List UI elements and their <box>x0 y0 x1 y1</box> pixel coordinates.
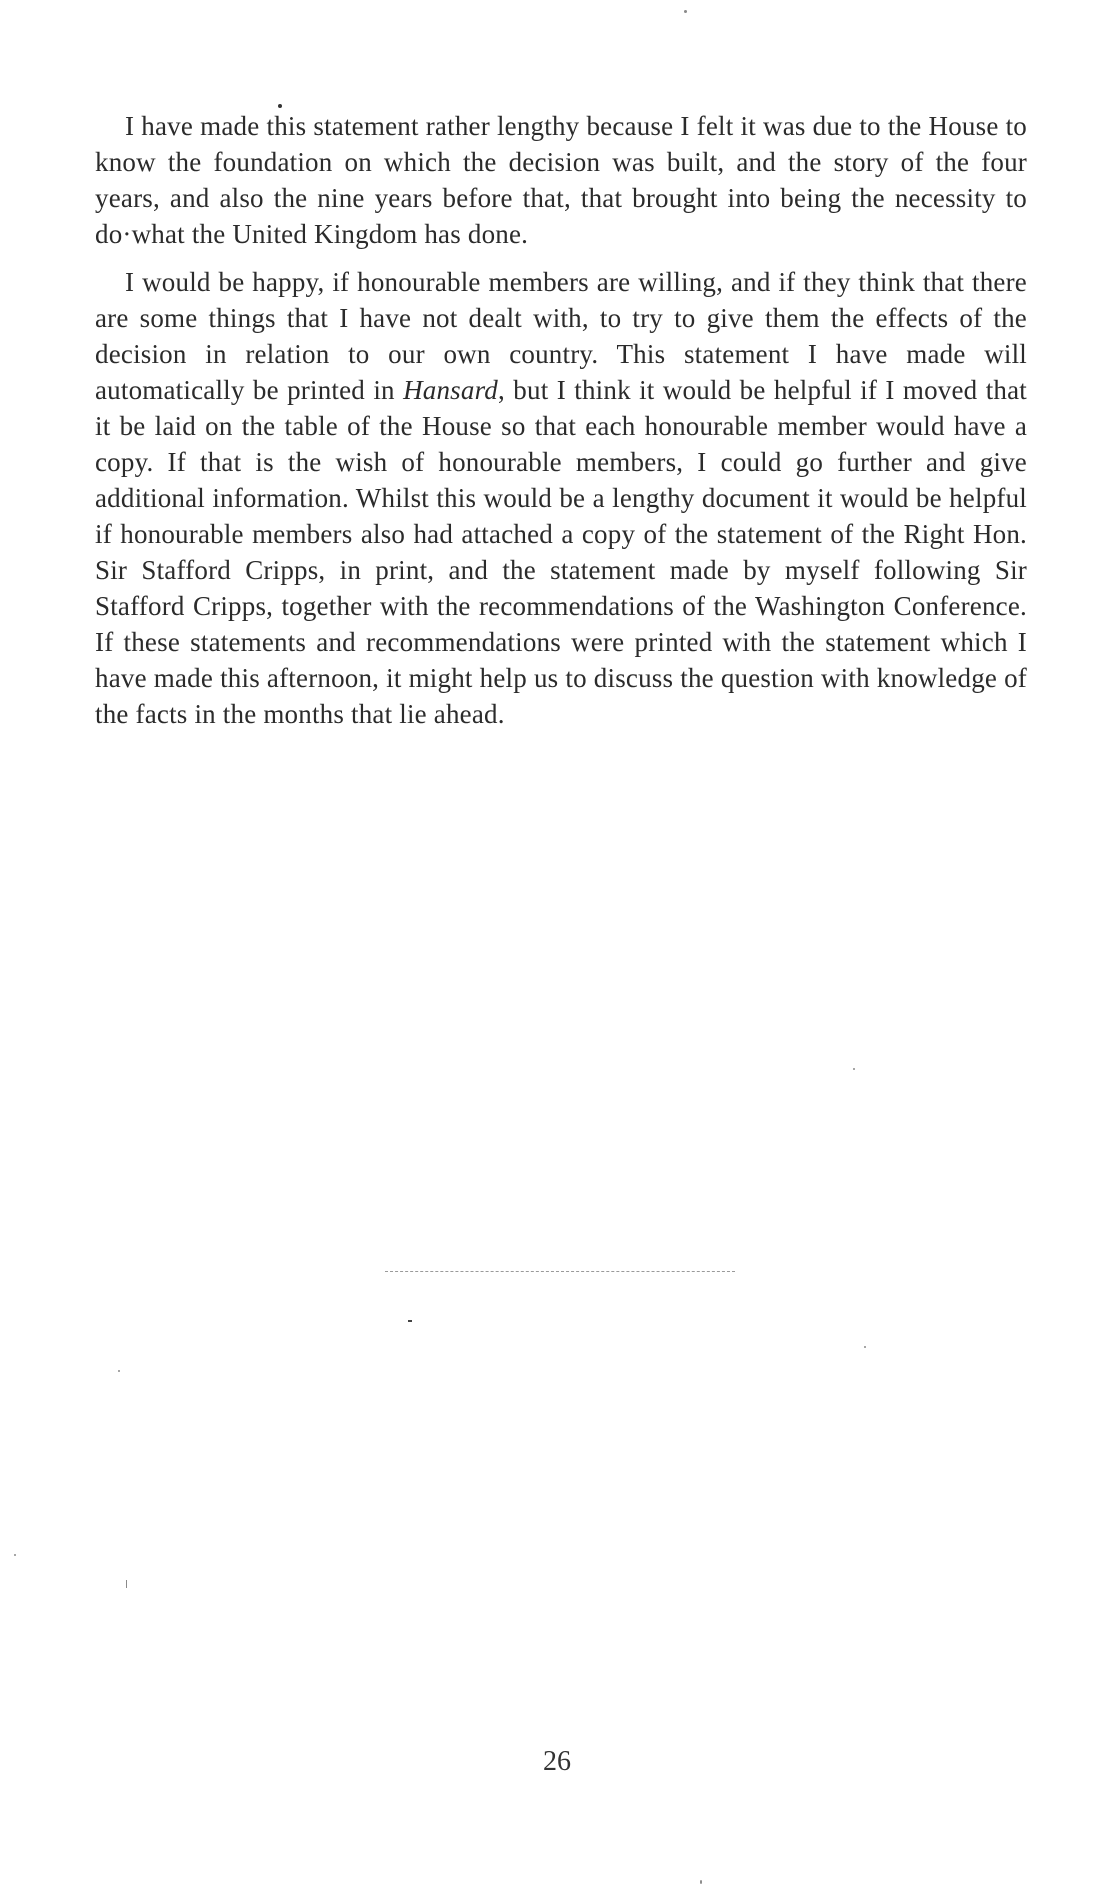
page-number: 26 <box>543 1746 571 1777</box>
body-text <box>95 108 1027 744</box>
scan-speck <box>126 1580 127 1588</box>
paragraph-2-text-after: , but I think it would be helpful if I moved that it be laid on the table of the House so that each honourable member would have a copy. If that is the wish of honourable members, I could go further and give additional information. Whilst this would be a lengthy document it would be helpful if honourable members also had attached a copy of the statement of the Right Hon. Sir Stafford Cripps, in print, and the statement made by myself following Sir Stafford Cripps, together with the recommendations of the Washington Conference. If these statements and recommendations were printed with the statement which I have made this afternoon, it might help us to discuss the question with knowledge of the facts in the months that lie ahead. <box>95 375 1028 729</box>
section-divider <box>385 1271 735 1272</box>
scan-speck <box>864 1346 866 1348</box>
scan-speck <box>278 104 282 108</box>
hansard-italic: Hansard <box>403 375 498 405</box>
scan-speck <box>684 10 687 13</box>
paragraph-1: I have made this statement rather lengthy because I felt it was due to the House to know the foundation on which the decision was built, and the story of the four years, and also the nine years before that, that brought into being the necessity to do·what the United Kingdom has done. <box>95 111 1027 249</box>
scan-speck <box>408 1320 412 1322</box>
paragraph-2 <box>95 264 1027 732</box>
paragraph-2-text-before: I would be happy, if honourable members are willing, and if they think that there are some things that I have not dealt with, to try to give them the effects of the decision in relation to our own country. This statement I have made will automatically be printed in <box>95 267 1027 405</box>
scan-speck <box>700 1880 702 1884</box>
scan-speck <box>14 1554 16 1556</box>
scan-speck <box>118 1370 120 1372</box>
scan-speck <box>853 1068 855 1070</box>
